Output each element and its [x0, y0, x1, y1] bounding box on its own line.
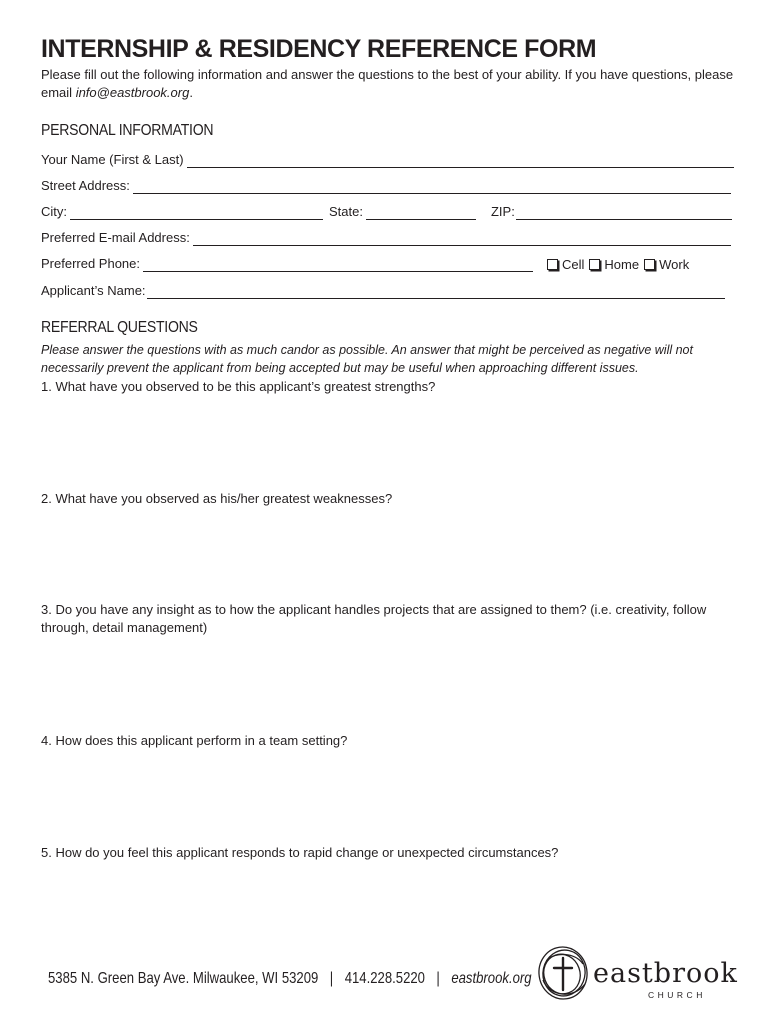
- intro-text-body: Please fill out the following information and answer the questions to the best of your ability. If you have questions, please email: [41, 67, 734, 100]
- checkbox-icon[interactable]: [644, 259, 655, 270]
- applicant-name-input-line[interactable]: [147, 286, 725, 299]
- city-state-zip-row: [41, 202, 732, 220]
- cross-icon: [554, 958, 572, 990]
- street-label: Street Address:: [41, 178, 130, 193]
- email-label: Preferred E-mail Address:: [41, 230, 190, 245]
- name-field-row: [41, 150, 734, 168]
- zip-input-line[interactable]: [516, 207, 732, 220]
- name-label: Your Name (First & Last): [41, 152, 184, 167]
- state-label: State:: [329, 204, 363, 219]
- zip-label: ZIP:: [490, 204, 515, 219]
- referral-questions-heading: REFERRAL QUESTIONS: [41, 319, 198, 336]
- phone-input-line[interactable]: [143, 259, 533, 272]
- intro-text: [41, 66, 741, 102]
- street-field-row: [41, 176, 731, 194]
- personal-information-heading: PERSONAL INFORMATION: [41, 122, 214, 139]
- email-field-row: [41, 228, 731, 246]
- logo-wordmark: eastbrook: [593, 958, 738, 989]
- phone-type-options: [547, 257, 694, 272]
- question-1: 1. What have you observed to be this applicant’s greatest strengths?: [41, 379, 436, 394]
- phone-option-cell[interactable]: [547, 257, 584, 272]
- phone-option-work-label: Work: [659, 257, 690, 272]
- state-input-line[interactable]: [366, 207, 476, 220]
- city-input-line[interactable]: [70, 207, 323, 220]
- phone-label: Preferred Phone:: [41, 256, 141, 271]
- email-input-line[interactable]: [193, 233, 731, 246]
- page-title: INTERNSHIP & RESIDENCY REFERENCE FORM: [41, 35, 597, 63]
- phone-option-work[interactable]: [644, 257, 689, 272]
- applicant-name-row: [41, 281, 725, 299]
- footer-address: 5385 N. Green Bay Ave. Milwaukee, WI 53209: [48, 970, 319, 987]
- checkbox-icon[interactable]: [589, 259, 600, 270]
- referral-instructions: Please answer the questions with as much candor as possible. An answer that might be perceived as negative will not necessarily prevent the applicant from being accepted but may be useful when approaching different issues.: [41, 343, 693, 375]
- phone-field-row: [41, 254, 694, 272]
- name-input-line[interactable]: [187, 155, 734, 168]
- phone-option-home-label: Home: [604, 257, 640, 272]
- applicant-name-label: Applicant’s Name:: [41, 283, 146, 298]
- intro-text-end: .: [189, 85, 193, 100]
- question-2: 2. What have you observed as his/her greatest weaknesses?: [41, 491, 393, 506]
- phone-option-cell-label: Cell: [562, 257, 585, 272]
- question-3: 3. Do you have any insight as to how the applicant handles projects that are assigned to them? (i.e. creativity, follow through, detail management): [41, 602, 707, 635]
- question-4: 4. How does this applicant perform in a team setting?: [41, 733, 348, 748]
- phone-option-home[interactable]: [589, 257, 639, 272]
- logo-subtitle: CHURCH: [648, 990, 706, 1000]
- footer-separator: |: [436, 970, 440, 987]
- question-5: 5. How do you feel this applicant responds to rapid change or unexpected circumstances?: [41, 845, 559, 860]
- city-label: City:: [41, 204, 67, 219]
- footer-separator: |: [329, 970, 334, 987]
- intro-email-link[interactable]: info@eastbrook.org: [75, 85, 190, 100]
- checkbox-icon[interactable]: [547, 259, 558, 270]
- footer-phone: 414.228.5220: [344, 970, 425, 987]
- footer-website-link[interactable]: eastbrook.org: [451, 970, 532, 987]
- street-input-line[interactable]: [133, 181, 731, 194]
- eastbrook-church-logo: [533, 940, 738, 1006]
- footer-contact: [48, 970, 532, 988]
